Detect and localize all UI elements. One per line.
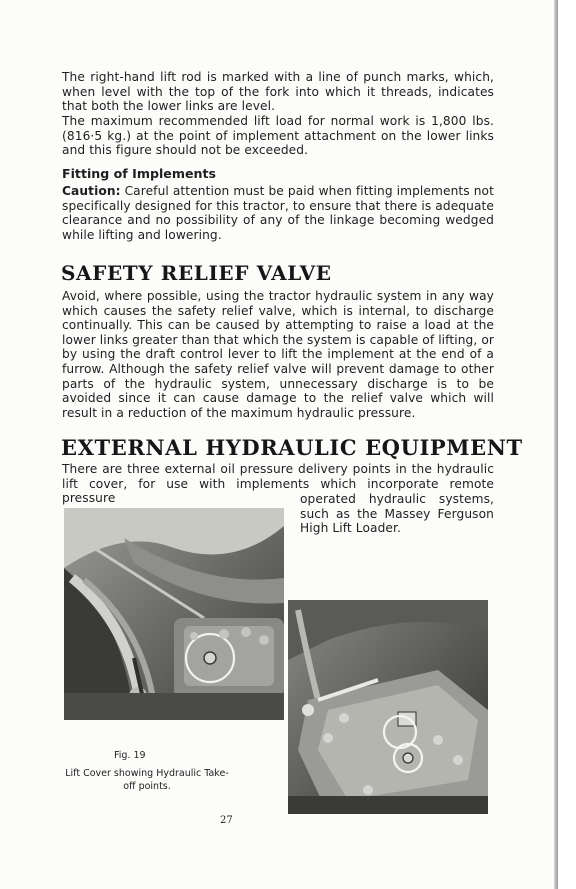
external-hydraulic-paragraph: There are three external oil pressure delivery points in the hydraulic lift cover, for use with implements which incorporate remote pressure — [62, 462, 494, 506]
external-hydraulic-paragraph-continued: operated hydraulic systems, such as the Massey Ferguson High Lift Loader. — [300, 492, 494, 536]
caution-paragraph — [62, 184, 494, 242]
caution-text: Careful attention must be paid when fitting implements not specifically designed for this tractor, to ensure that there is adequate clearance and no possibility of any of the linkage becoming wedged while lifting and lowering. — [62, 184, 494, 242]
lift-cover-photo-right — [288, 600, 488, 814]
figure-caption: Lift Cover showing Hydraulic Take-off points. — [65, 768, 229, 792]
scan-margin — [558, 0, 576, 889]
safety-relief-valve-heading: SAFETY RELIEF VALVE — [61, 261, 332, 285]
page-number: 27 — [220, 815, 233, 826]
lift-load-paragraph: The maximum recommended lift load for normal work is 1,800 lbs. (816·5 kg.) at the point of implement attachment on the lower links and this figure should not be exceeded. — [62, 114, 494, 158]
figure-number: Fig. 19 — [114, 750, 146, 761]
external-hydraulic-equipment-heading: EXTERNAL HYDRAULIC EQUIPMENT — [61, 435, 523, 460]
safety-relief-valve-paragraph: Avoid, where possible, using the tractor hydraulic system in any way which causes the safety relief valve, which is internal, to discharge continually. This can be caused by attempting to raise a load at the lower links greater than that which the system is capable of lifting, or by using the draft control lever to lift the implement at the end of a furrow. Although the safety relief valve will prevent damage to other parts of the hydraulic system, unnecessary discharge is to be avoided since it can cause damage to the relief valve which will result in a reduction of the maximum hydraulic pressure. — [62, 289, 494, 420]
fitting-implements-heading: Fitting of Implements — [62, 166, 216, 181]
lift-cover-photo-left — [64, 508, 284, 720]
lift-rod-paragraph: The right-hand lift rod is marked with a line of punch marks, which, when level with the top of the fork into which it threads, indicates that both the lower links are level. — [62, 70, 494, 114]
caution-label: Caution: — [62, 184, 121, 198]
